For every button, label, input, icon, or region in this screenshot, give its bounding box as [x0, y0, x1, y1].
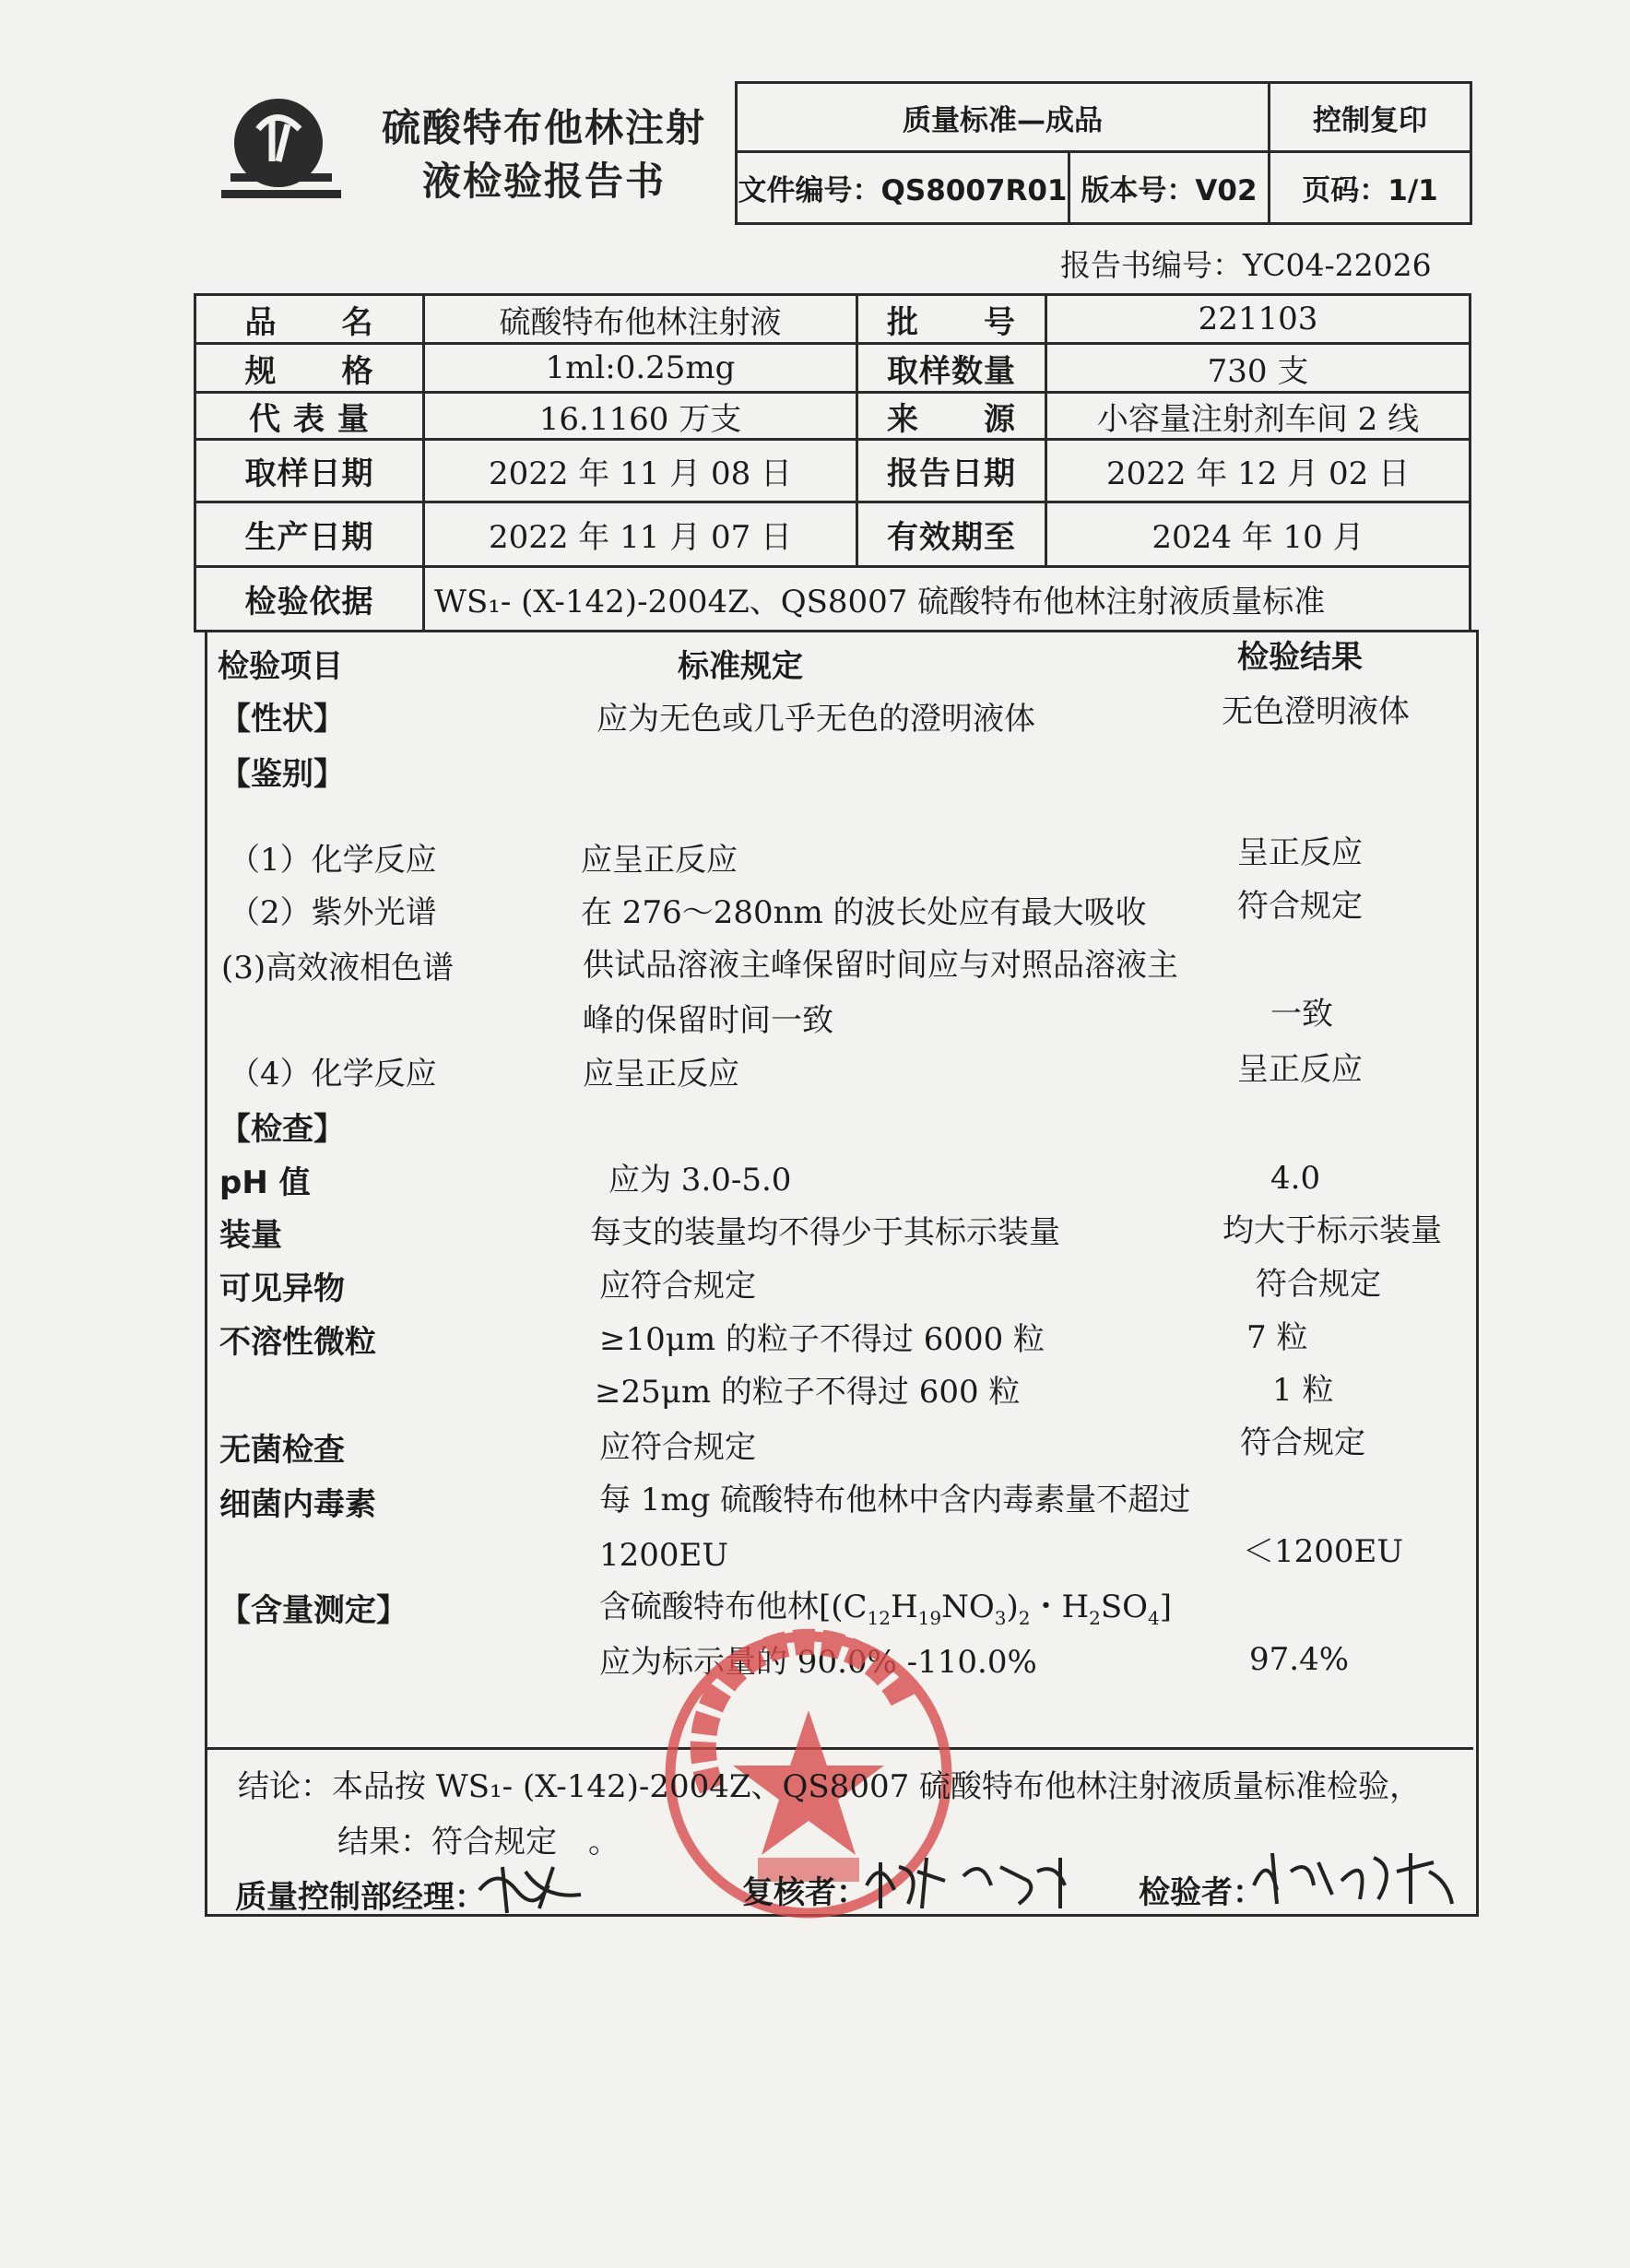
visible-particles-result: 符合规定	[1256, 1266, 1381, 1303]
sterility-label: 无菌检查	[219, 1432, 345, 1469]
report-date-value: 2022 年 12 月 02 日	[1105, 455, 1411, 492]
fill-result: 均大于标示装量	[1222, 1212, 1442, 1249]
sample-qty-value: 730 支	[1207, 352, 1309, 390]
sample-qty-label: 取样数量	[887, 352, 1016, 390]
batch-label: 批 号	[887, 303, 1016, 341]
id4-label: （4）化学反应	[229, 1056, 437, 1093]
conclusion-line-2: 结果：符合规定 。	[337, 1824, 620, 1860]
assay-standard-1: 含硫酸特布他林[$(C_{12}H_{19}NO_3)_2$・$H_2SO_4$]	[599, 1589, 1173, 1629]
company-logo	[221, 92, 341, 207]
source-value: 小容量注射剂车间 2 线	[1096, 400, 1420, 438]
col-header-standard: 标准规定	[678, 648, 803, 685]
quality-standard-label: 质量标准—成品	[903, 103, 1103, 137]
prod-date-value: 2022 年 11 月 07 日	[488, 519, 793, 556]
endotoxin-standard-1: 每 1mg 硫酸特布他林中含内毒素量不超过	[599, 1482, 1191, 1518]
conclusion-line-1: 结论：本品按 WS₁- (X-142)-2004Z、QS8007 硫酸特布他林注射液质量标准检验，	[238, 1768, 1422, 1805]
expiry-label: 有效期至	[887, 519, 1016, 556]
id1-result: 呈正反应	[1237, 834, 1363, 871]
assay-result: 97.4%	[1249, 1641, 1350, 1678]
expiry-value: 2024 年 10 月	[1152, 519, 1364, 556]
spec-value: 1ml:0.25mg	[545, 349, 736, 386]
control-copy-label: 控制复印	[1313, 103, 1427, 137]
id2-label: （2）紫外光谱	[229, 894, 437, 931]
title-line-1: 硫酸特布他林注射	[381, 105, 706, 150]
appearance-standard: 应为无色或几乎无色的澄明液体	[596, 701, 1035, 738]
sterility-standard: 应符合规定	[599, 1429, 756, 1466]
appearance-result: 无色澄明液体	[1222, 693, 1410, 730]
report-date-label: 报告日期	[887, 455, 1016, 492]
id3-standard-1: 供试品溶液主峰保留时间应与对照品溶液主	[583, 947, 1178, 984]
ph-standard: 应为 3.0-5.0	[608, 1162, 792, 1199]
endotoxin-label: 细菌内毒素	[219, 1486, 376, 1523]
name-value: 硫酸特布他林注射液	[499, 303, 782, 341]
id3-result: 一致	[1270, 996, 1333, 1033]
spec-label: 规 格	[244, 352, 374, 390]
id3-standard-2: 峰的保留时间一致	[583, 1002, 833, 1039]
particles-result-25um: 1 粒	[1272, 1372, 1334, 1409]
title-line-2: 液检验报告书	[421, 159, 666, 204]
check-label: 【检查】	[219, 1111, 345, 1148]
inspector-signature	[1249, 1844, 1461, 1913]
assay-formula-text: 含硫酸特布他林[(C	[599, 1589, 868, 1625]
insoluble-particles-label: 不溶性微粒	[219, 1324, 376, 1361]
id4-standard: 应呈正反应	[583, 1056, 739, 1093]
rep-qty-label: 代 表 量	[249, 400, 370, 438]
prod-date-label: 生产日期	[244, 519, 374, 556]
batch-value: 221103	[1198, 301, 1318, 337]
manager-signature	[475, 1858, 590, 1918]
fill-standard: 每支的装量均不得少于其标示装量	[590, 1214, 1060, 1251]
endotoxin-standard-2: 1200EU	[599, 1537, 729, 1574]
col-header-item: 检验项目	[218, 648, 343, 685]
basis-label: 检验依据	[244, 584, 374, 620]
document-title	[373, 101, 715, 208]
source-label: 来 源	[887, 400, 1016, 438]
version-number: 版本号：V02	[1081, 174, 1258, 207]
assay-label: 【含量测定】	[219, 1592, 408, 1629]
name-label: 品 名	[244, 303, 374, 341]
sample-date-label: 取样日期	[244, 455, 374, 492]
endotoxin-result: ＜1200EU	[1243, 1533, 1404, 1570]
ph-label: pH 值	[219, 1164, 311, 1201]
rep-qty-value: 16.1160 万支	[538, 400, 742, 438]
id3-label: (3)高效液相色谱	[221, 950, 455, 986]
basis-value: WS₁- (X-142)-2004Z、QS8007 硫酸特布他林注射液质量标准	[434, 584, 1326, 620]
id2-result: 符合规定	[1237, 888, 1363, 925]
page-number: 页码：1/1	[1302, 174, 1438, 207]
sample-date-value: 2022 年 11 月 08 日	[488, 455, 793, 492]
assay-standard-2: 应为标示量的 90.0% -110.0%	[599, 1644, 1037, 1681]
id1-label: （1）化学反应	[229, 842, 437, 879]
visible-particles-standard: 应符合规定	[599, 1268, 756, 1305]
file-number: 文件编号：QS8007R01	[738, 174, 1068, 207]
report-number: 报告书编号：YC04-22026	[1060, 247, 1432, 283]
id2-standard: 在 276～280nm 的波长处应有最大吸收	[581, 894, 1147, 931]
particles-standard-25um: ≥25μm 的粒子不得过 600 粒	[595, 1374, 1021, 1411]
ph-result: 4.0	[1270, 1160, 1321, 1197]
fill-label: 装量	[219, 1217, 282, 1254]
particles-result-10um: 7 粒	[1246, 1319, 1308, 1356]
manager-label: 质量控制部经理：	[235, 1879, 486, 1916]
visible-particles-label: 可见异物	[219, 1270, 345, 1307]
appearance-label: 【性状】	[219, 701, 345, 738]
particles-standard-10um: ≥10μm 的粒子不得过 6000 粒	[599, 1321, 1045, 1358]
inspector-label: 检验者：	[1139, 1874, 1264, 1911]
product-info-table	[194, 293, 1471, 632]
id4-result: 呈正反应	[1237, 1051, 1363, 1088]
identification-label: 【鉴别】	[219, 756, 345, 793]
sterility-result: 符合规定	[1240, 1424, 1365, 1461]
id1-standard: 应呈正反应	[581, 842, 738, 879]
document-header-box	[735, 81, 1472, 225]
reviewer-label: 复核者：	[742, 1874, 868, 1911]
col-header-result: 检验结果	[1237, 639, 1363, 676]
reviewer-signature	[862, 1849, 1093, 1918]
